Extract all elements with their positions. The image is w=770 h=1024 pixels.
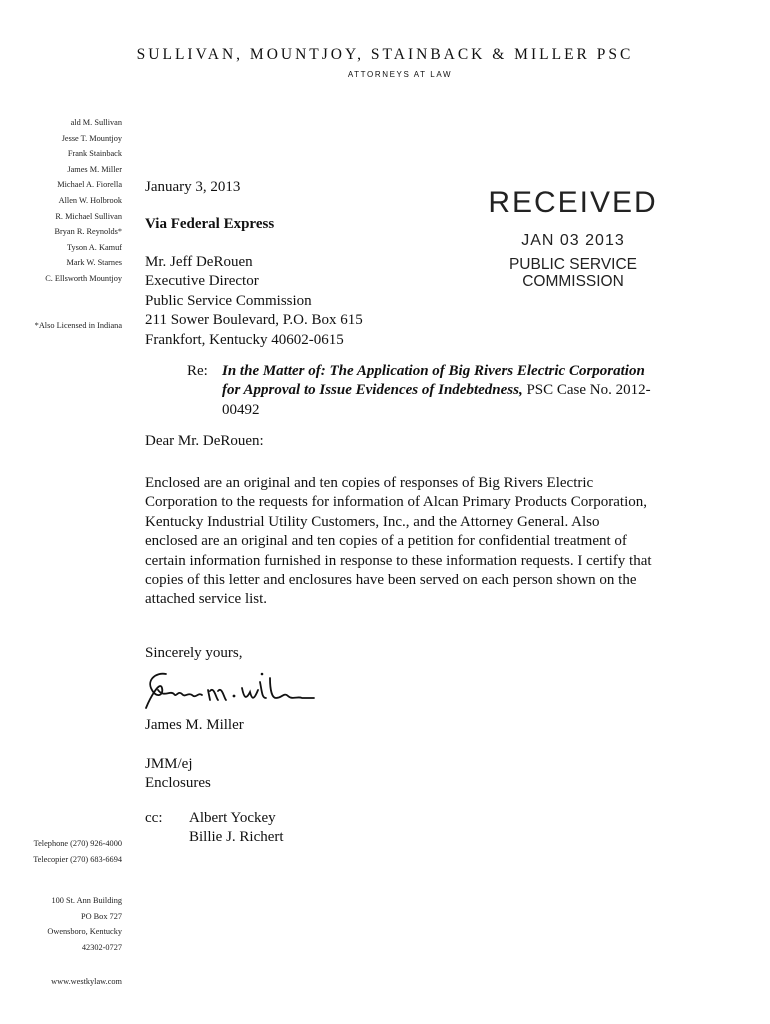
cc-list: [189, 809, 284, 848]
address-line: 100 St. Ann Building: [51, 896, 122, 905]
recipient-line: 211 Sower Boulevard, P.O. Box 615: [145, 312, 363, 329]
letter-date: January 3, 2013: [145, 179, 241, 195]
recipient-line: Frankfort, Kentucky 40602-0615: [145, 331, 344, 348]
firm-address: [0, 893, 122, 955]
reference-initials: JMM/ej: [145, 756, 193, 772]
licensed-note: *Also Licensed in Indiana: [34, 321, 122, 330]
body-paragraph: Enclosed are an original and ten copies of responses of Big Rivers Electric Corporation to the requests for information of Alcan Primary Products Corporation, Kentucky Industrial Utility Customers, Inc., and the Attorney General. Also enclosed are an original and ten copies of a petition for confidential treatment of certain information furnished in response to these information requests. I certify that copies of this letter and enclosures have been served on each person shown on the attached service list.: [145, 475, 652, 608]
closing: Sincerely yours,: [145, 645, 243, 661]
partner-name: Michael A. Fiorella: [57, 180, 122, 190]
signer-name: James M. Miller: [145, 717, 244, 733]
subject-prefix: In the Matter of:: [222, 363, 326, 379]
recipient-line: Executive Director: [145, 273, 259, 290]
partner-name: C. Ellsworth Mountjoy: [45, 273, 122, 283]
partner-name: R. Michael Sullivan: [55, 211, 122, 221]
partner-name: James M. Miller: [67, 164, 122, 174]
case-number: PSC Case No. 2012-00492: [222, 382, 651, 418]
telecopier: Telecopier (270) 683-6694: [33, 854, 122, 864]
contact-info: [0, 836, 122, 867]
stamp-date: JAN 03 2013: [521, 232, 625, 249]
partner-name: ald M. Sullivan: [70, 118, 122, 127]
delivery-method: Via Federal Express: [145, 216, 275, 232]
partner-name: Bryan R. Reynolds*: [54, 227, 122, 237]
partner-list: [0, 115, 122, 287]
cc-label: cc:: [145, 810, 163, 826]
signature-image: [142, 668, 317, 712]
firm-website: www.westkylaw.com: [51, 977, 122, 986]
salutation: Dear Mr. DeRouen:: [145, 433, 264, 449]
recipient-line: Public Service Commission: [145, 292, 312, 309]
subject-text: [222, 362, 662, 420]
stamp-org-line: COMMISSION: [522, 273, 624, 290]
enclosures-note: Enclosures: [145, 775, 211, 792]
stamp-org: [478, 256, 668, 290]
address-line: Owensboro, Kentucky: [47, 927, 122, 937]
address-line: 42302-0727: [81, 942, 122, 952]
firm-name: SULLIVAN, MOUNTJOY, STAINBACK & MILLER PSC: [136, 46, 634, 63]
partner-name: Jesse T. Mountjoy: [61, 133, 122, 143]
recipient-line: Mr. Jeff DeRouen: [145, 254, 253, 270]
firm-subtitle: ATTORNEYS AT LAW: [347, 70, 453, 79]
recipient-address: [145, 253, 363, 350]
subject-title: The Application of Big Rivers Electric Corporation for Approval to Issue Evidences of Indebtedness,: [222, 363, 645, 399]
subject-label: Re:: [187, 363, 208, 379]
telephone: Telephone (270) 926-4000: [33, 839, 122, 848]
stamp-org-line: PUBLIC SERVICE: [508, 256, 638, 273]
reference-block: [145, 755, 211, 794]
cc-recipient: Albert Yockey: [189, 810, 276, 826]
partner-name: Tyson A. Kamuf: [67, 242, 122, 252]
partner-name: Allen W. Holbrook: [58, 195, 122, 205]
stamp-title: RECEIVED: [488, 186, 658, 219]
partner-name: Mark W. Starnes: [66, 258, 122, 268]
address-line: PO Box 727: [80, 911, 122, 921]
received-stamp: [478, 186, 668, 290]
partner-name: Frank Stainback: [67, 149, 122, 159]
cc-recipient: Billie J. Richert: [189, 829, 284, 846]
